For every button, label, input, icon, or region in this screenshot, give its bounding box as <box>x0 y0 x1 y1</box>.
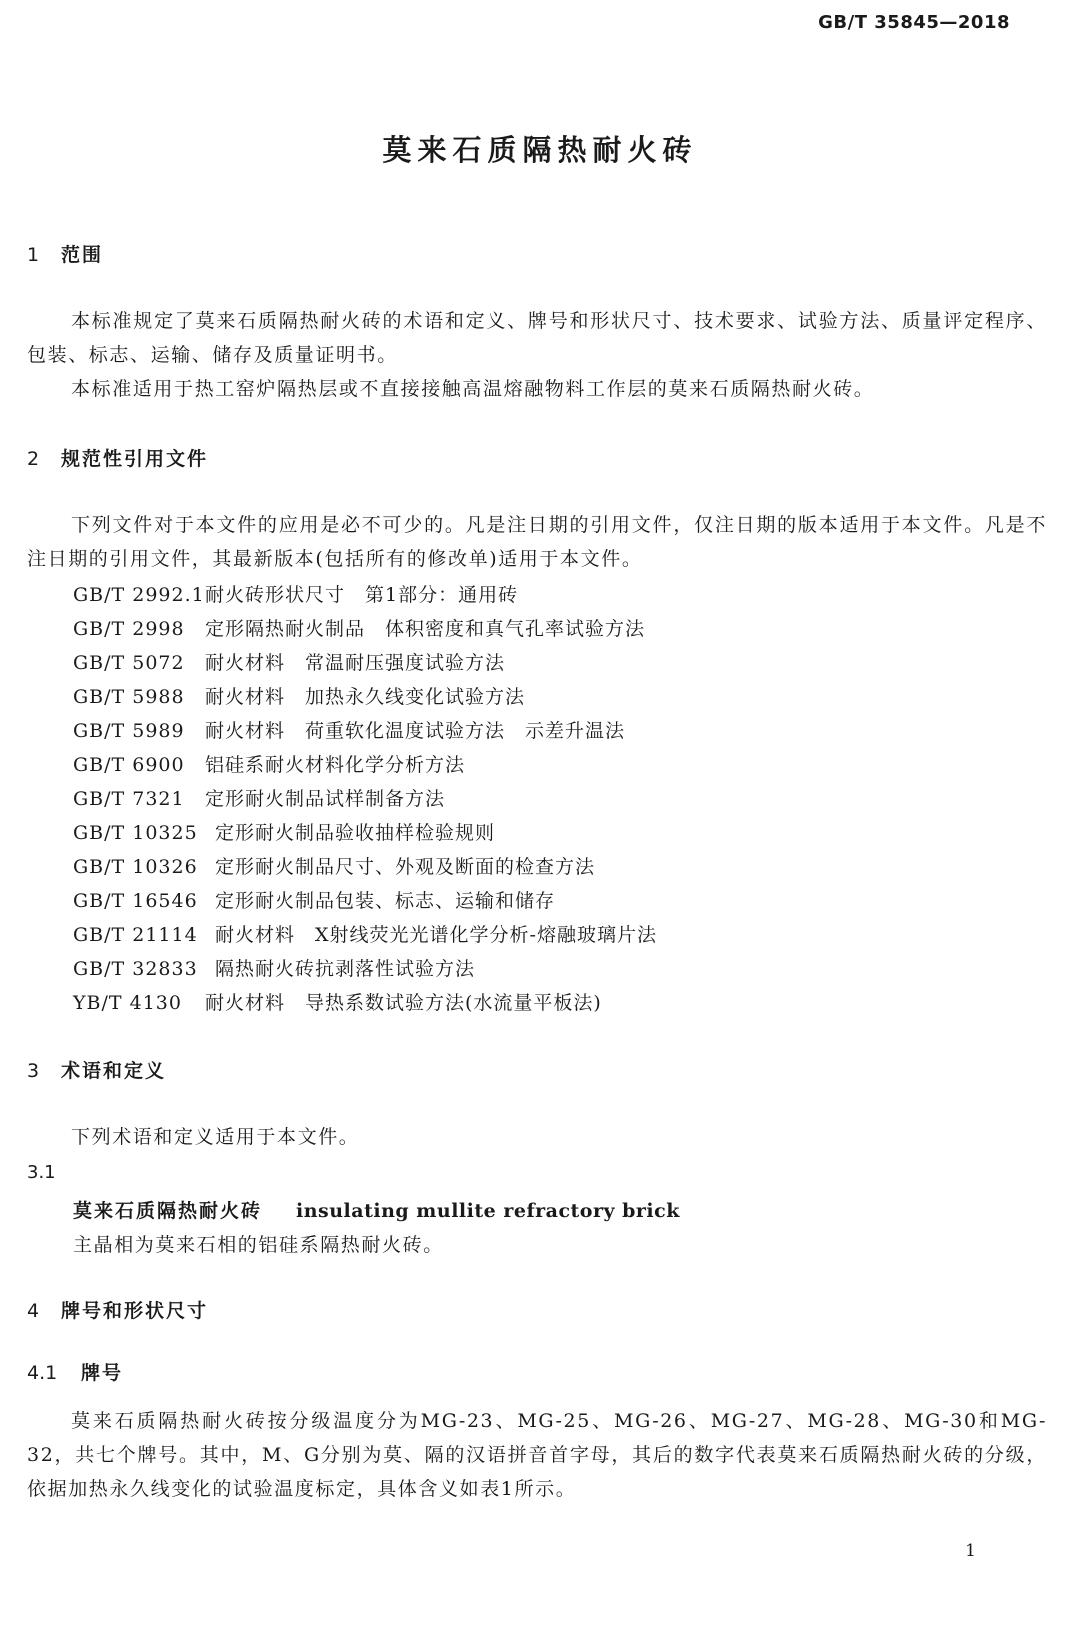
section-title: 术语和定义 <box>61 1060 167 1082</box>
section-number: 2 <box>27 448 40 470</box>
page-number: 1 <box>965 1541 976 1561</box>
reference-code: GB/T 5988 <box>73 686 185 708</box>
section-3-heading <box>27 1056 166 1083</box>
reference-title: 定形耐火制品试样制备方法 <box>205 788 446 810</box>
reference-item <box>73 918 657 952</box>
reference-item <box>73 748 657 782</box>
reference-code: GB/T 16546 <box>73 890 198 912</box>
reference-title: 定形隔热耐火制品 体积密度和真气孔率试验方法 <box>205 618 646 640</box>
reference-list <box>73 578 657 1020</box>
reference-title: 耐火材料 导热系数试验方法(水流量平板法) <box>205 992 602 1014</box>
standard-code: GB/T 35845—2018 <box>818 12 1010 33</box>
term-definition: 主晶相为莫来石相的铝硅系隔热耐火砖。 <box>73 1234 444 1256</box>
reference-title: 铝硅系耐火材料化学分析方法 <box>205 754 466 776</box>
reference-code: GB/T 6900 <box>73 754 185 776</box>
reference-item <box>73 578 657 612</box>
section-title: 牌号和形状尺寸 <box>61 1300 209 1322</box>
section-number: 3 <box>27 1060 40 1082</box>
section-1-heading <box>27 240 103 267</box>
reference-code: YB/T 4130 <box>73 992 182 1014</box>
term-entry <box>73 1196 680 1223</box>
reference-code: GB/T 10326 <box>73 856 198 878</box>
reference-code: GB/T 5072 <box>73 652 185 674</box>
reference-item <box>73 612 657 646</box>
reference-title: 耐火材料 加热永久线变化试验方法 <box>205 686 526 708</box>
reference-item <box>73 986 657 1020</box>
section-4-heading <box>27 1296 208 1323</box>
term-english: insulating mullite refractory brick <box>296 1200 680 1222</box>
subsection-number: 4.1 <box>27 1362 58 1384</box>
section-number: 4 <box>27 1300 40 1322</box>
reference-item <box>73 646 657 680</box>
reference-code: GB/T 32833 <box>73 958 198 980</box>
term-chinese: 莫来石质隔热耐火砖 <box>73 1200 263 1222</box>
reference-title: 隔热耐火砖抗剥落性试验方法 <box>215 958 476 980</box>
reference-code: GB/T 2998 <box>73 618 185 640</box>
document-title: 莫来石质隔热耐火砖 <box>382 133 698 167</box>
reference-code: GB/T 21114 <box>73 924 198 946</box>
reference-code: GB/T 10325 <box>73 822 198 844</box>
reference-title: 耐火砖形状尺寸 第1部分：通用砖 <box>205 584 519 606</box>
scope-paragraph-1: 本标准规定了莫来石质隔热耐火砖的术语和定义、牌号和形状尺寸、技术要求、试验方法、质量评定程序、包装、标志、运输、储存及质量证明书。 <box>27 310 1047 366</box>
reference-title: 耐火材料 荷重软化温度试验方法 示差升温法 <box>205 720 626 742</box>
reference-title: 定形耐火制品包装、标志、运输和储存 <box>215 890 556 912</box>
reference-code: GB/T 7321 <box>73 788 185 810</box>
reference-title: 定形耐火制品尺寸、外观及断面的检查方法 <box>215 856 596 878</box>
terms-intro: 下列术语和定义适用于本文件。 <box>71 1126 360 1148</box>
section-2-heading <box>27 444 208 471</box>
reference-item <box>73 816 657 850</box>
reference-title: 耐火材料 X射线荧光光谱化学分析-熔融玻璃片法 <box>215 924 657 946</box>
reference-item <box>73 714 657 748</box>
reference-item <box>73 952 657 986</box>
subsection-4-1-heading <box>27 1358 123 1385</box>
reference-title: 耐火材料 常温耐压强度试验方法 <box>205 652 506 674</box>
scope-paragraph-2: 本标准适用于热工窑炉隔热层或不直接接触高温熔融物料工作层的莫来石质隔热耐火砖。 <box>71 378 875 400</box>
reference-item <box>73 884 657 918</box>
references-intro: 下列文件对于本文件的应用是必不可少的。凡是注日期的引用文件，仅注日期的版本适用于本文件。凡是不注日期的引用文件，其最新版本(包括所有的修改单)适用于本文件。 <box>27 514 1047 570</box>
section-number: 1 <box>27 244 40 266</box>
reference-item <box>73 680 657 714</box>
reference-title: 定形耐火制品验收抽样检验规则 <box>215 822 496 844</box>
reference-item <box>73 850 657 884</box>
reference-code: GB/T 2992.1 <box>73 584 205 606</box>
reference-code: GB/T 5989 <box>73 720 185 742</box>
term-number: 3.1 <box>27 1162 56 1183</box>
subsection-title: 牌号 <box>81 1362 124 1384</box>
reference-item <box>73 782 657 816</box>
section-title: 范围 <box>61 244 104 266</box>
section-title: 规范性引用文件 <box>61 448 209 470</box>
grade-paragraph: 莫来石质隔热耐火砖按分级温度分为MG-23、MG-25、MG-26、MG-27、MG-28、MG-30和MG-32，共七个牌号。其中，M、G分别为莫、隔的汉语拼音首字母，其后的数字代表莫来石质隔热耐火砖的分级，依据加热永久线变化的试验温度标定，具体含义如表1所示。 <box>27 1410 1047 1500</box>
